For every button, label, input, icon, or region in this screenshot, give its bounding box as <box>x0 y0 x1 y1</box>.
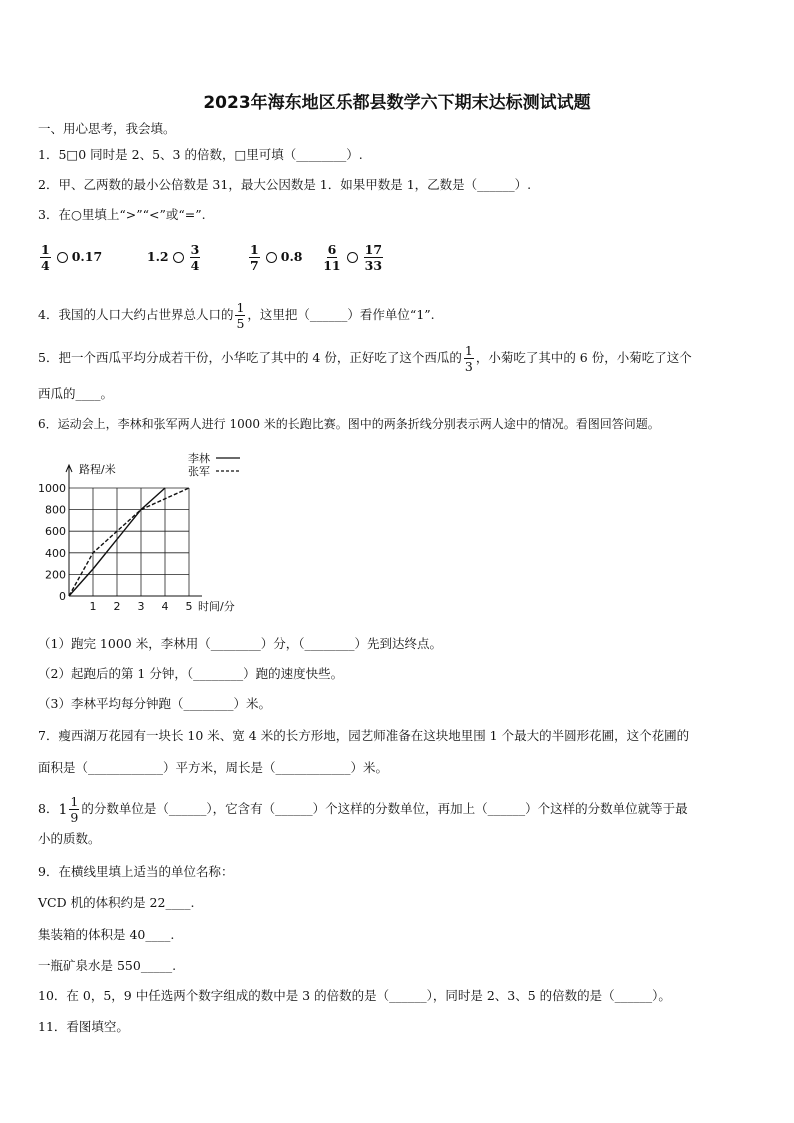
question-1: 1．5□0 同时是 2、5、3 的倍数，□里可填（________）. <box>38 147 363 162</box>
compare-item-2: 1.2 $\frac{3}{4}$ <box>146 242 200 273</box>
y-tick-label: 800 <box>45 503 66 517</box>
x-tick-label: 5 <box>185 600 193 613</box>
question-5-line2: 西瓜的____。 <box>38 386 114 401</box>
legend-label: 张军 <box>188 465 210 478</box>
question-7-line2: 面积是（____________）平方米，周长是（____________）米。 <box>38 760 389 775</box>
legend-label: 李林 <box>188 452 210 465</box>
compare-item-3: $\frac{1}{7}$ 0.8 <box>250 242 303 273</box>
section-heading: 一、用心思考，我会填。 <box>38 121 176 136</box>
question-6-sub3: （3）李林平均每分钟跑（________）米。 <box>38 696 271 711</box>
mixed-number: 1 $\frac{1}{9}$ <box>58 794 79 825</box>
question-10: 10．在 0，5，9 中任选两个数字组成的数中是 3 的倍数的是（______），同时是 2、3、5 的倍数的是（______）。 <box>38 988 671 1003</box>
question-9-b: 集装箱的体积是 40____. <box>38 927 175 942</box>
x-tick-label: 2 <box>113 600 121 613</box>
y-tick-label: 400 <box>45 546 66 560</box>
x-tick-label: 1 <box>89 600 97 613</box>
series-line-2 <box>69 488 189 596</box>
question-5: 5．把一个西瓜平均分成若干份，小华吃了其中的 4 份，正好吃了这个西瓜的 $\frac{1}{3}$ ，小菊吃了其中的 6 份，小菊吃了这个 <box>38 343 692 374</box>
x-axis-label: 时间/分 <box>198 600 235 613</box>
compare-item-4: $\frac{6}{11}$ $\frac{17}{33}$ <box>323 242 383 273</box>
y-tick-label: 0 <box>59 590 66 603</box>
question-8-line2: 小的质数。 <box>38 831 101 846</box>
question-8: 8． 1 $\frac{1}{9}$ 的分数单位是（______），它含有（______）个这样的分数单位，再加上（______）个这样的分数单位就等于最 <box>38 794 688 825</box>
question-9-a: VCD 机的体积约是 22____. <box>38 895 195 910</box>
question-6-sub2: （2）起跑后的第 1 分钟，（________）跑的速度快些。 <box>38 666 344 681</box>
question-4: 4．我国的人口大约占世界总人口的 $\frac{1}{5}$ ，这里把（______）看作单位“1”. <box>38 300 435 331</box>
question-6-prompt: 6．运动会上，李林和张军两人进行 1000 米的长跑比赛。图中的两条折线分别表示两人途中的情况。看图回答问题。 <box>38 417 660 431</box>
answer-circle[interactable] <box>266 252 277 263</box>
question-3-items <box>38 242 385 273</box>
question-9-prompt: 9．在横线里填上适当的单位名称： <box>38 864 234 879</box>
question-11: 11．看图填空。 <box>38 1019 129 1034</box>
answer-circle[interactable] <box>347 252 358 263</box>
question-7-line1: 7．瘦西湖万花园有一块长 10 米、宽 4 米的长方形地，园艺师准备在这块地里围 1 个最大的半圆形花圃，这个花圃的 <box>38 728 690 743</box>
x-tick-label: 3 <box>137 600 145 613</box>
x-tick-label: 4 <box>161 600 169 613</box>
answer-circle[interactable] <box>173 252 184 263</box>
y-axis-label: 路程/米 <box>79 463 116 476</box>
compare-item-1: $\frac{1}{4}$ 0.17 <box>41 242 103 273</box>
page-title: 2023年海东地区乐都县数学六下期末达标测试试题 <box>203 93 591 113</box>
question-2: 2．甲、乙两数的最小公倍数是 31，最大公因数是 1．如果甲数是 1，乙数是（______）. <box>38 177 532 192</box>
line-chart <box>30 448 260 618</box>
y-tick-label: 200 <box>45 568 66 582</box>
answer-circle[interactable] <box>57 252 68 263</box>
y-tick-label: 600 <box>45 525 66 539</box>
question-9-c: 一瓶矿泉水是 550_____. <box>38 958 177 973</box>
question-6-sub1: （1）跑完 1000 米，李林用（________）分，（________）先到达终点。 <box>38 636 442 651</box>
y-tick-label: 1000 <box>38 482 66 495</box>
question-3-prompt: 3．在○里填上“>”“<”或“=”. <box>38 207 206 222</box>
